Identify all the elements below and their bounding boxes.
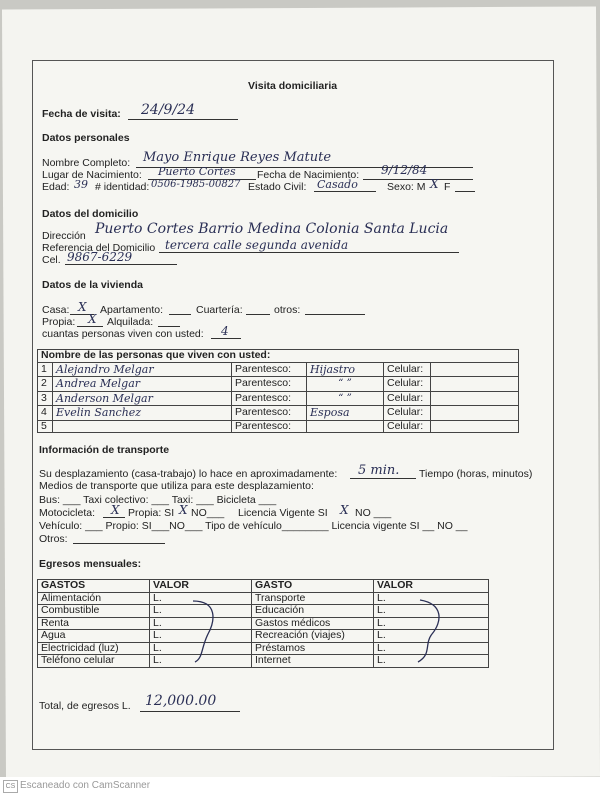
visit-date-value: 24/9/24 [141,102,195,118]
table-row [38,406,519,421]
expense-label: Alimentación [38,592,150,605]
total-line [140,711,240,712]
parentesco-label: Parentesco: [232,406,307,421]
celular-cell [431,391,519,406]
row-number: 3 [38,391,53,406]
form-title: Visita domiciliaria [248,80,338,92]
cel-line [65,264,177,265]
person-relation: Hijastro [310,362,356,376]
parentesco-label: Parentesco: [232,420,307,433]
person-relation: Esposa [310,406,350,419]
direction-value: Puerto Cortes Barrio Medina Colonia Santa Lucia [95,221,449,237]
person-name: Evelin Sanchez [56,406,142,419]
handwritten-brace-right [408,596,458,666]
moto-propia-mark: X [179,503,188,517]
row-number: 2 [38,377,53,392]
celular-cell [431,377,519,392]
parentesco-label: Parentesco: [232,362,307,377]
people-count-line [211,338,241,339]
form-frame [32,60,554,750]
expense-currency: L. [374,592,489,605]
camscanner-logo-icon: CS [3,780,18,793]
otros-line [305,314,365,315]
age-label: Edad: [42,181,70,193]
transport-heading: Información de transporte [39,444,170,456]
celular-label: Celular: [384,406,431,421]
table-row [38,377,519,392]
reference-line [159,252,459,253]
person-name: Andrea Melgar [56,377,141,390]
birthdate-label: Fecha de Nacimiento: [257,169,360,181]
table-row [38,391,519,406]
moto-licencia: Licencia Vigente SI [238,507,328,519]
header-gastos: GASTOS [38,580,150,593]
table-row [38,420,519,433]
expense-currency: L. [150,592,252,605]
propia-mark: X [88,312,97,326]
expense-label: Agua [38,630,150,643]
header-valor-2: VALOR [374,580,489,593]
birthplace-value: Puerto Cortes [158,165,236,178]
expense-currency: L. [150,605,252,618]
birthdate-value: 9/12/84 [381,163,428,177]
scanner-text: Escaneado con CamScanner [20,780,151,791]
row-number: 4 [38,406,53,421]
celular-label: Celular: [384,377,431,392]
expense-currency: L. [150,642,252,655]
moto-propia-no: NO___ [191,507,225,519]
alquilada-line [158,326,180,327]
alquilada-label: Alquilada: [107,316,154,328]
expense-currency: L. [374,642,489,655]
visit-date-label: Fecha de visita: [42,108,121,120]
expense-label: Recreación (viajes) [252,630,374,643]
casa-mark: X [78,300,87,314]
casa-label: Casa: [42,304,70,316]
transport-otros-label: Otros: [39,533,68,545]
moto-line [103,517,125,518]
expense-label: Electricidad (luz) [38,642,150,655]
apartment-label: Apartamento: [100,304,164,316]
people-count-value: 4 [221,324,229,338]
expense-label: Préstamos [252,642,374,655]
apartment-line [169,314,191,315]
direction-label: Dirección [42,230,86,242]
transport-otros-line [73,543,165,544]
persons-header-row [38,350,519,363]
person-name: Alejandro Melgar [56,362,154,376]
sex-label: Sexo: M [387,181,426,193]
expense-currency: L. [374,655,489,668]
moto-licencia-mark: X [340,503,349,517]
expense-label: Internet [252,655,374,668]
person-relation: “ ” [338,378,352,390]
celular-label: Celular: [384,362,431,377]
id-label: # identidad: [95,181,150,193]
reference-label: Referencia del Domicilio [42,242,156,254]
birthdate-line [363,179,473,180]
person-name: Anderson Melgar [56,391,153,405]
people-count-label: cuantas personas viven con usted: [42,328,204,340]
transport-line-vehicle: Vehículo: ___ Propio: SI___NO___ Tipo de vehículo________ Licencia vigente SI __ NO __ [39,520,468,532]
expense-currency: L. [374,617,489,630]
reference-value: tercera calle segunda avenida [165,238,349,252]
transport-line-bus: Bus: ___ Taxi colectivo: ___ Taxi: ___ Bicicleta ___ [39,494,277,506]
expense-label: Teléfono celular [38,655,150,668]
expense-label: Renta [38,617,150,630]
celular-label: Celular: [384,420,431,433]
expense-label: Educación [252,605,374,618]
name-value: Mayo Enrique Reyes Matute [143,150,332,165]
row-number: 1 [38,362,53,377]
header-valor: VALOR [150,580,252,593]
row-number: 5 [38,420,53,433]
person-name [53,420,232,433]
moto-mark: X [111,503,120,517]
expense-currency: L. [374,605,489,618]
moto-label: Motocicleta: [39,507,96,519]
personal-heading: Datos personales [42,132,130,144]
total-value: 12,000.00 [145,693,217,709]
expense-currency: L. [150,655,252,668]
persons-table [37,349,519,433]
commute-label: Su desplazamiento (casa-trabajo) lo hace en aproximadamente: [39,468,338,480]
propia-label: Propia: [42,316,76,328]
age-value: 39 [74,178,88,191]
cuarteria-line [246,314,270,315]
celular-label: Celular: [384,391,431,406]
commute-value: 5 min. [358,463,400,478]
sex-f-label: F [444,181,451,193]
otros-label: otros: [274,304,301,316]
person-relation: “ ” [338,392,352,404]
id-value: 0506-1985-00827 [151,179,241,190]
parentesco-label: Parentesco: [232,391,307,406]
person-relation [307,420,384,433]
moto-licencia-no: NO ___ [355,507,392,519]
expenses-heading: Egresos mensuales: [39,558,142,570]
expenses-header-row [38,580,489,593]
civil-line [314,191,376,192]
total-label: Total, de egresos L. [39,700,131,712]
civil-label: Estado Civil: [248,181,307,193]
address-heading: Datos del domicilio [42,208,139,220]
cel-value: 9867-6229 [67,250,133,264]
propia-line [77,326,103,327]
expense-currency: L. [150,617,252,630]
table-row [38,362,519,377]
celular-cell [431,406,519,421]
expense-label: Transporte [252,592,374,605]
expense-label: Combustible [38,605,150,618]
celular-cell [431,362,519,377]
birthplace-label: Lugar de Nacimiento: [42,169,142,181]
expense-label: Gastos médicos [252,617,374,630]
cel-label: Cel. [42,254,61,266]
commute-unit: Tiempo (horas, minutos) [419,468,533,480]
civil-value: Casado [317,178,358,191]
scanner-footer [0,777,600,796]
celular-cell [431,420,519,433]
parentesco-label: Parentesco: [232,377,307,392]
moto-propia: Propia: SI [128,507,175,519]
commute-line [350,478,416,479]
handwritten-brace-left [183,596,233,666]
name-label: Nombre Completo: [42,157,131,169]
expense-currency: L. [374,630,489,643]
sex-f-line [455,191,475,192]
visit-date-line [128,119,238,120]
persons-header: Nombre de las personas que viven con usted: [38,350,519,363]
header-gasto: GASTO [252,580,374,593]
expense-currency: L. [150,630,252,643]
sex-mark: X [430,177,439,191]
housing-heading: Datos de la vivienda [42,279,143,291]
cuarteria-label: Cuartería: [196,304,243,316]
means-label: Medios de transporte que utiliza para este desplazamiento: [39,480,314,492]
